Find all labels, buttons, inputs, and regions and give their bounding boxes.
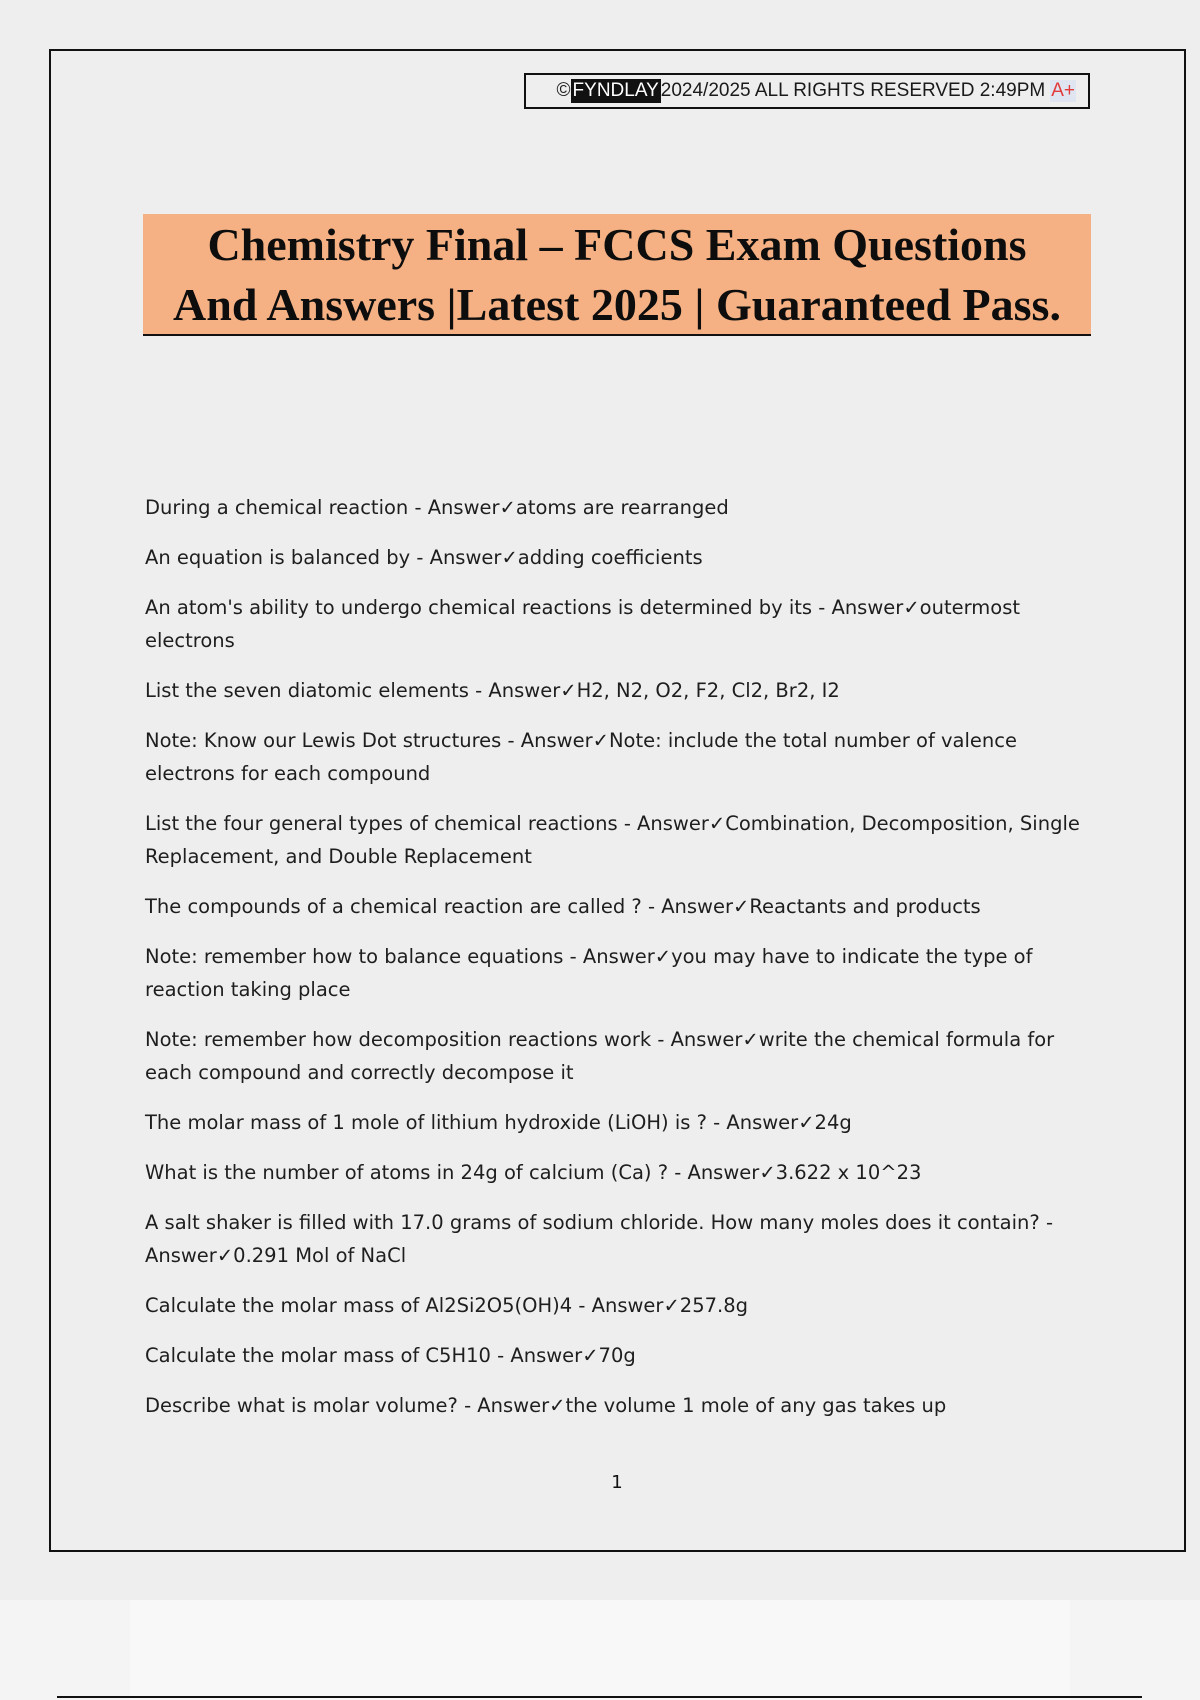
check-mark-icon: ✓	[733, 895, 750, 918]
question-text: Describe what is molar volume? - Answer	[145, 1394, 550, 1417]
copyright-symbol: ©	[556, 80, 571, 101]
check-mark-icon: ✓	[798, 1111, 815, 1134]
answer-text: write the chemical formula for each compound and correctly decompose it	[145, 1028, 1055, 1084]
answer-text: H2, N2, O2, F2, Cl2, Br2, I2	[576, 679, 840, 702]
question-text: List the seven diatomic elements - Answer	[145, 679, 561, 702]
brand-name: FYNDLAY	[572, 80, 659, 101]
check-mark-icon: ✓	[742, 1028, 759, 1051]
title-line-2: And Answers |Latest 2025 | Guaranteed Pass.	[173, 279, 1061, 330]
qa-item	[145, 1339, 1095, 1372]
qa-item	[145, 1289, 1095, 1322]
answer-text: 257.8g	[679, 1294, 748, 1317]
divider	[57, 1696, 1142, 1698]
check-mark-icon: ✓	[592, 729, 609, 752]
qa-item	[145, 724, 1095, 790]
answer-text: Combination, Decomposition, Single Replacement, and Double Replacement	[145, 812, 1080, 868]
qa-item	[145, 1106, 1095, 1139]
answer-text: 24g	[814, 1111, 852, 1134]
check-mark-icon: ✓	[759, 1161, 776, 1184]
answer-text: atoms are rearranged	[515, 496, 729, 519]
answer-text: 70g	[598, 1344, 636, 1367]
qa-item	[145, 1206, 1095, 1272]
copyright-text: 2024/2025 ALL RIGHTS RESERVED 2:49PM	[660, 80, 1046, 101]
qa-item	[145, 491, 1095, 524]
check-mark-icon: ✓	[582, 1344, 599, 1367]
question-text: An equation is balanced by - Answer	[145, 546, 502, 569]
question-text: The molar mass of 1 mole of lithium hydroxide (LiOH) is ? - Answer	[145, 1111, 799, 1134]
check-mark-icon: ✓	[499, 496, 516, 519]
question-text: During a chemical reaction - Answer	[145, 496, 500, 519]
question-text: A salt shaker is filled with 17.0 grams of sodium chloride. How many moles does it contain? - Answer	[145, 1211, 1053, 1267]
check-mark-icon: ✓	[560, 679, 577, 702]
question-text: Note: remember how decomposition reactions work - Answer	[145, 1028, 743, 1051]
answer-text: the volume 1 mole of any gas takes up	[565, 1394, 947, 1417]
question-text: What is the number of atoms in 24g of calcium (Ca) ? - Answer	[145, 1161, 760, 1184]
qa-item	[145, 940, 1095, 1006]
qa-list	[145, 491, 1095, 1439]
check-mark-icon: ✓	[708, 812, 726, 835]
check-mark-icon: ✓	[654, 945, 672, 968]
answer-text: 0.291 Mol of NaCl	[233, 1244, 407, 1267]
question-text: Note: Know our Lewis Dot structures - Answer	[145, 729, 593, 752]
next-page-preview	[0, 1600, 1200, 1700]
question-text: The compounds of a chemical reaction are called ? - Answer	[145, 895, 734, 918]
copyright-header	[524, 73, 1090, 109]
qa-item	[145, 541, 1095, 574]
qa-item	[145, 807, 1095, 873]
question-text: An atom's ability to undergo chemical reactions is determined by its - Answer	[145, 596, 904, 619]
question-text: Calculate the molar mass of Al2Si2O5(OH)4 - Answer	[145, 1294, 664, 1317]
page-number: 1	[611, 1472, 623, 1493]
grade-badge: A+	[1051, 80, 1075, 101]
question-text: Note: remember how to balance equations - Answer	[145, 945, 655, 968]
answer-text: 3.622 x 10^23	[775, 1161, 922, 1184]
document-title	[143, 214, 1091, 336]
qa-item	[145, 1023, 1095, 1089]
question-text: Calculate the molar mass of C5H10 - Answer	[145, 1344, 583, 1367]
title-line-1: Chemistry Final – FCCS Exam Questions	[207, 219, 1027, 270]
answer-text: you may have to indicate the type of reaction taking place	[145, 945, 1033, 1001]
qa-item	[145, 1156, 1095, 1189]
qa-item	[145, 1389, 1095, 1422]
next-page-body	[130, 1600, 1070, 1700]
answer-text: adding coefficients	[517, 546, 703, 569]
qa-item	[145, 591, 1095, 657]
question-text: List the four general types of chemical reactions - Answer	[145, 812, 709, 835]
check-mark-icon: ✓	[663, 1294, 680, 1317]
answer-text: Note: include the total number of valence electrons for each compound	[145, 729, 1017, 785]
check-mark-icon: ✓	[549, 1394, 566, 1417]
check-mark-icon: ✓	[216, 1244, 234, 1267]
qa-item	[145, 674, 1095, 707]
answer-text: outermost electrons	[145, 596, 1020, 652]
check-mark-icon: ✓	[903, 596, 920, 619]
qa-item	[145, 890, 1095, 923]
answer-text: Reactants and products	[749, 895, 981, 918]
check-mark-icon: ✓	[501, 546, 518, 569]
